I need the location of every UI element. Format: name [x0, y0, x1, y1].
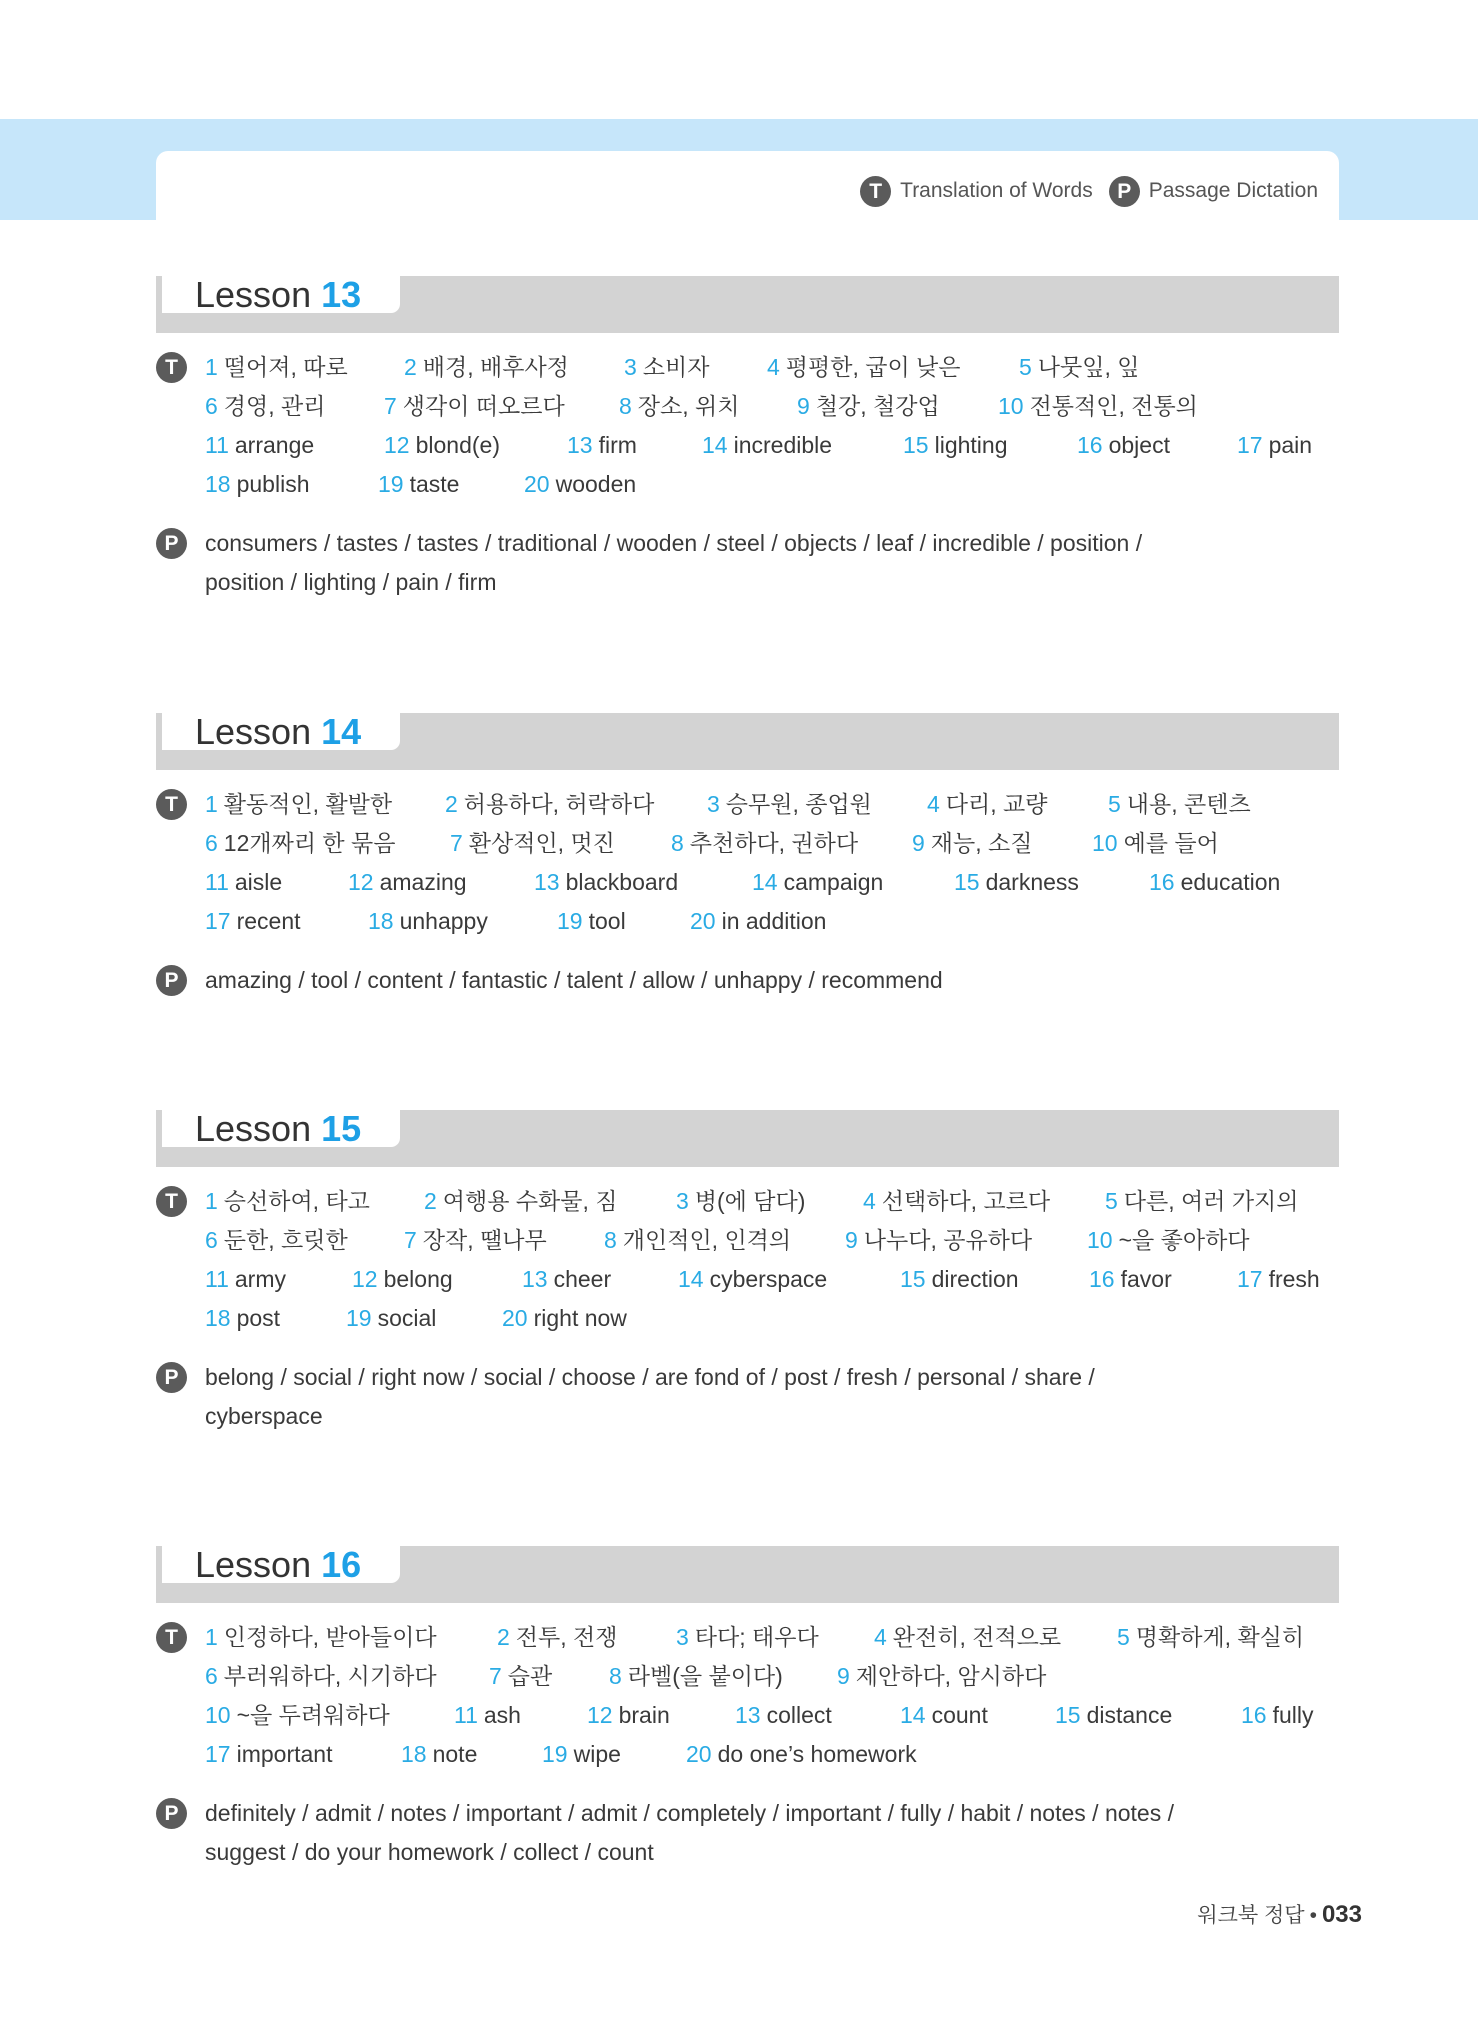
word-number: 8	[609, 1663, 622, 1689]
word-number: 16	[1149, 869, 1175, 895]
word-item	[998, 391, 1198, 421]
word-number: 13	[567, 432, 593, 458]
translation-icon: T	[156, 352, 187, 383]
word-number: 4	[767, 354, 780, 380]
word-number: 15	[954, 869, 980, 895]
word-text: 둔한, 흐릿한	[223, 1227, 348, 1253]
word-number: 12	[587, 1702, 613, 1728]
word-item	[1149, 867, 1280, 897]
word-item	[454, 1700, 521, 1730]
word-item	[404, 352, 569, 382]
word-number: 12	[348, 869, 374, 895]
word-number: 5	[1105, 1188, 1118, 1214]
lesson-title	[162, 713, 400, 750]
word-number: 9	[845, 1227, 858, 1253]
word-item	[205, 1739, 332, 1769]
word-text: army	[234, 1266, 287, 1292]
passage-line: cyberspace	[205, 1403, 323, 1429]
word-text: 예를 들어	[1123, 830, 1219, 856]
word-text: note	[432, 1741, 478, 1767]
word-text: 평평한, 굽이 낮은	[785, 354, 961, 380]
word-item	[1092, 828, 1219, 858]
word-text: darkness	[985, 869, 1079, 895]
lesson-header	[156, 1110, 1339, 1167]
word-item	[205, 867, 282, 897]
word-text: publish	[236, 471, 310, 497]
word-item	[752, 867, 883, 897]
word-text: 개인적인, 인격의	[622, 1227, 792, 1253]
word-text: right now	[533, 1305, 627, 1331]
word-text: ~을 두려워하다	[236, 1702, 390, 1728]
word-number: 2	[497, 1624, 510, 1650]
translation-icon: T	[860, 176, 891, 207]
word-number: 8	[619, 393, 632, 419]
passage-line: amazing / tool / content / fantastic / talent / allow / unhappy / recommend	[205, 967, 943, 993]
word-number: 13	[522, 1266, 548, 1292]
word-item	[1237, 430, 1312, 460]
word-text: social	[377, 1305, 437, 1331]
word-item	[445, 789, 654, 819]
word-text: 12개짜리 한 묶음	[223, 830, 396, 856]
word-text: blackboard	[565, 869, 679, 895]
word-text: 완전히, 전적으로	[892, 1624, 1062, 1650]
word-item	[205, 430, 314, 460]
word-text: 장소, 위치	[637, 393, 740, 419]
passage-line: consumers / tastes / tastes / traditional / wooden / steel / objects / leaf / incredible / position /	[205, 530, 1143, 556]
word-item	[735, 1700, 832, 1730]
word-item	[542, 1739, 621, 1769]
word-text: campaign	[783, 869, 884, 895]
word-number: 6	[205, 1227, 218, 1253]
lesson-title	[162, 1110, 400, 1147]
passage-icon: P	[156, 528, 187, 559]
word-number: 5	[1117, 1624, 1130, 1650]
word-item	[205, 391, 325, 421]
word-number: 6	[205, 393, 218, 419]
word-number: 12	[352, 1266, 378, 1292]
lesson-header	[156, 276, 1339, 333]
word-text: 환상적인, 멋진	[468, 830, 615, 856]
word-item	[205, 906, 301, 936]
word-item	[587, 1700, 670, 1730]
word-text: firm	[598, 432, 637, 458]
lesson-number: 15	[321, 1108, 362, 1149]
word-text: 라벨(을 붙이다)	[627, 1663, 783, 1689]
word-number: 16	[1077, 432, 1103, 458]
word-item	[205, 789, 392, 819]
translation-icon: T	[156, 1186, 187, 1217]
word-item	[1087, 1225, 1250, 1255]
word-item	[384, 391, 565, 421]
lesson-label: Lesson	[195, 1544, 312, 1585]
lesson-number: 14	[321, 711, 362, 752]
word-item	[524, 469, 636, 499]
word-number: 4	[927, 791, 940, 817]
word-number: 1	[205, 1188, 218, 1214]
word-item	[874, 1622, 1061, 1652]
word-number: 2	[404, 354, 417, 380]
word-item	[205, 1700, 390, 1730]
word-item	[954, 867, 1079, 897]
word-item	[205, 1225, 348, 1255]
header-tab	[156, 151, 1339, 220]
word-number: 1	[205, 791, 218, 817]
word-number: 16	[1089, 1266, 1115, 1292]
word-text: 철강, 철강업	[815, 393, 940, 419]
word-text: unhappy	[399, 908, 488, 934]
word-item	[1055, 1700, 1172, 1730]
word-item	[522, 1264, 611, 1294]
passage-line: position / lighting / pain / firm	[205, 569, 497, 595]
word-text: wooden	[555, 471, 637, 497]
lesson-number: 16	[321, 1544, 362, 1585]
word-text: 전통적인, 전통의	[1029, 393, 1198, 419]
word-number: 10	[205, 1702, 231, 1728]
word-text: brain	[618, 1702, 670, 1728]
word-item	[863, 1186, 1050, 1216]
lesson-number: 13	[321, 274, 362, 315]
word-item	[205, 352, 348, 382]
word-item	[903, 430, 1007, 460]
word-item	[686, 1739, 917, 1769]
passage-icon: P	[156, 1362, 187, 1393]
word-number: 9	[797, 393, 810, 419]
word-item	[346, 1303, 436, 1333]
word-item	[567, 430, 637, 460]
word-text: do one’s homework	[717, 1741, 917, 1767]
word-number: 14	[702, 432, 728, 458]
word-text: distance	[1086, 1702, 1173, 1728]
word-text: 제안하다, 암시하다	[855, 1663, 1047, 1689]
word-text: 나뭇잎, 잎	[1037, 354, 1140, 380]
word-item	[1108, 789, 1251, 819]
word-number: 4	[863, 1188, 876, 1214]
lesson-block	[0, 713, 1478, 1053]
word-number: 3	[707, 791, 720, 817]
word-item	[797, 391, 940, 421]
passage-icon: P	[156, 965, 187, 996]
word-text: 떨어져, 따로	[223, 354, 348, 380]
word-number: 18	[205, 471, 231, 497]
word-number: 14	[678, 1266, 704, 1292]
word-item	[927, 789, 1047, 819]
passage-line: belong / social / right now / social / choose / are fond of / post / fresh / personal / share /	[205, 1364, 1095, 1390]
word-number: 19	[542, 1741, 568, 1767]
translation-label: Translation of Words	[900, 179, 1093, 202]
word-text: 다리, 교량	[945, 791, 1048, 817]
word-text: 부러워하다, 시기하다	[223, 1663, 437, 1689]
word-text: 장작, 땔나무	[422, 1227, 547, 1253]
word-item	[900, 1700, 988, 1730]
word-item	[205, 1186, 370, 1216]
word-text: 활동적인, 활발한	[223, 791, 393, 817]
word-item	[1105, 1186, 1299, 1216]
word-item	[424, 1186, 618, 1216]
word-text: 타다; 태우다	[694, 1624, 819, 1650]
word-number: 1	[205, 354, 218, 380]
word-number: 9	[912, 830, 925, 856]
lesson-header	[156, 713, 1339, 770]
word-item	[205, 1622, 437, 1652]
word-number: 2	[424, 1188, 437, 1214]
word-item	[557, 906, 626, 936]
word-number: 17	[1237, 432, 1263, 458]
footer-label: 워크북 정답	[1197, 1904, 1305, 1927]
word-number: 17	[205, 1741, 231, 1767]
word-text: 전투, 전쟁	[515, 1624, 618, 1650]
word-item	[497, 1622, 617, 1652]
word-number: 11	[205, 432, 229, 458]
passage-label: Passage Dictation	[1148, 179, 1318, 202]
word-number: 20	[524, 471, 550, 497]
word-number: 15	[1055, 1702, 1081, 1728]
lesson-title	[162, 1546, 400, 1583]
word-item	[707, 789, 872, 819]
word-item	[502, 1303, 627, 1333]
word-number: 16	[1241, 1702, 1267, 1728]
word-text: favor	[1120, 1266, 1172, 1292]
word-text: recent	[236, 908, 301, 934]
word-item	[678, 1264, 827, 1294]
word-number: 14	[752, 869, 778, 895]
word-item	[624, 352, 709, 382]
word-number: 4	[874, 1624, 887, 1650]
word-number: 13	[534, 869, 560, 895]
word-item	[489, 1661, 552, 1691]
word-item	[900, 1264, 1019, 1294]
word-text: 인정하다, 받아들이다	[223, 1624, 437, 1650]
word-number: 19	[346, 1305, 372, 1331]
word-text: fresh	[1268, 1266, 1320, 1292]
word-text: amazing	[379, 869, 467, 895]
word-item	[676, 1622, 819, 1652]
word-text: in addition	[721, 908, 827, 934]
word-item	[604, 1225, 791, 1255]
word-item	[690, 906, 826, 936]
word-text: fully	[1272, 1702, 1314, 1728]
word-item	[1117, 1622, 1304, 1652]
word-number: 13	[735, 1702, 761, 1728]
word-number: 7	[404, 1227, 417, 1253]
word-text: aisle	[234, 869, 283, 895]
lesson-title	[162, 276, 400, 313]
word-number: 11	[205, 1266, 229, 1292]
word-number: 8	[604, 1227, 617, 1253]
word-number: 10	[1087, 1227, 1113, 1253]
word-item	[1089, 1264, 1172, 1294]
passage-line: definitely / admit / notes / important / admit / completely / important / fully / habit / notes / notes /	[205, 1800, 1174, 1826]
word-text: 습관	[507, 1663, 553, 1689]
word-item	[404, 1225, 547, 1255]
word-text: wipe	[573, 1741, 621, 1767]
word-number: 20	[502, 1305, 528, 1331]
word-text: tool	[588, 908, 626, 934]
word-text: 재능, 소질	[930, 830, 1033, 856]
word-number: 3	[676, 1624, 689, 1650]
word-item	[368, 906, 488, 936]
word-text: 승무원, 종업원	[725, 791, 872, 817]
word-item	[912, 828, 1032, 858]
passage-line: suggest / do your homework / collect / count	[205, 1839, 654, 1865]
word-item	[205, 1661, 437, 1691]
word-number: 3	[676, 1188, 689, 1214]
word-item	[671, 828, 858, 858]
word-text: ash	[483, 1702, 521, 1728]
word-text: direction	[931, 1266, 1019, 1292]
word-text: cyberspace	[709, 1266, 828, 1292]
word-number: 17	[1237, 1266, 1263, 1292]
word-number: 20	[686, 1741, 712, 1767]
word-text: taste	[409, 471, 460, 497]
lesson-header	[156, 1546, 1339, 1603]
lesson-block	[0, 1110, 1478, 1450]
word-item	[205, 469, 309, 499]
word-item	[609, 1661, 783, 1691]
legend	[860, 175, 1318, 207]
word-text: 병(에 담다)	[694, 1188, 806, 1214]
lesson-label: Lesson	[195, 274, 312, 315]
word-item	[348, 867, 467, 897]
word-number: 17	[205, 908, 231, 934]
word-item	[1237, 1264, 1320, 1294]
word-text: 여행용 수화물, 짐	[442, 1188, 618, 1214]
lesson-block	[0, 276, 1478, 616]
word-text: important	[236, 1741, 333, 1767]
word-text: cheer	[553, 1266, 612, 1292]
word-item	[1019, 352, 1139, 382]
word-text: 내용, 콘텐츠	[1126, 791, 1251, 817]
word-number: 18	[368, 908, 394, 934]
word-text: lighting	[934, 432, 1008, 458]
word-text: pain	[1268, 432, 1313, 458]
word-text: 경영, 관리	[223, 393, 326, 419]
word-item	[702, 430, 832, 460]
lesson-label: Lesson	[195, 1108, 312, 1149]
word-number: 1	[205, 1624, 218, 1650]
word-number: 11	[454, 1702, 478, 1728]
word-item	[384, 430, 500, 460]
word-text: 소비자	[642, 354, 710, 380]
word-number: 18	[205, 1305, 231, 1331]
passage-icon: P	[156, 1798, 187, 1829]
word-item	[837, 1661, 1046, 1691]
word-number: 7	[384, 393, 397, 419]
word-number: 2	[445, 791, 458, 817]
word-item	[1077, 430, 1170, 460]
word-item	[676, 1186, 805, 1216]
word-item	[1241, 1700, 1314, 1730]
word-item	[378, 469, 459, 499]
word-text: 다른, 여러 가지의	[1123, 1188, 1299, 1214]
word-number: 14	[900, 1702, 926, 1728]
word-text: 생각이 떠오르다	[402, 393, 565, 419]
word-text: 추천하다, 권하다	[689, 830, 859, 856]
footer-dot: •	[1309, 1904, 1317, 1927]
word-text: incredible	[733, 432, 833, 458]
word-text: collect	[766, 1702, 832, 1728]
word-number: 5	[1019, 354, 1032, 380]
word-number: 7	[450, 830, 463, 856]
word-item	[534, 867, 678, 897]
word-item	[619, 391, 739, 421]
page-footer	[1197, 1900, 1362, 1930]
word-number: 5	[1108, 791, 1121, 817]
word-number: 12	[384, 432, 410, 458]
word-text: post	[236, 1305, 281, 1331]
word-number: 10	[998, 393, 1024, 419]
word-text: arrange	[234, 432, 315, 458]
word-number: 6	[205, 1663, 218, 1689]
word-item	[845, 1225, 1032, 1255]
word-number: 10	[1092, 830, 1118, 856]
word-text: 나누다, 공유하다	[863, 1227, 1033, 1253]
word-item	[767, 352, 961, 382]
translation-icon: T	[156, 789, 187, 820]
word-number: 3	[624, 354, 637, 380]
word-text: belong	[383, 1266, 453, 1292]
word-text: count	[931, 1702, 988, 1728]
page-number: 033	[1321, 1901, 1362, 1928]
word-number: 6	[205, 830, 218, 856]
word-text: 허용하다, 허락하다	[463, 791, 655, 817]
word-text: blond(e)	[415, 432, 500, 458]
word-number: 18	[401, 1741, 427, 1767]
word-text: education	[1180, 869, 1281, 895]
word-text: 명확하게, 확실히	[1135, 1624, 1305, 1650]
word-item	[205, 1264, 286, 1294]
word-item	[205, 1303, 280, 1333]
word-item	[352, 1264, 453, 1294]
word-item	[401, 1739, 477, 1769]
word-number: 19	[557, 908, 583, 934]
translation-icon: T	[156, 1622, 187, 1653]
word-number: 7	[489, 1663, 502, 1689]
word-text: ~을 좋아하다	[1118, 1227, 1250, 1253]
word-number: 19	[378, 471, 404, 497]
word-text: 배경, 배후사정	[422, 354, 569, 380]
word-text: object	[1108, 432, 1170, 458]
word-number: 9	[837, 1663, 850, 1689]
word-item	[205, 828, 395, 858]
word-text: 선택하다, 고르다	[881, 1188, 1051, 1214]
word-number: 20	[690, 908, 716, 934]
word-number: 15	[900, 1266, 926, 1292]
word-number: 15	[903, 432, 929, 458]
word-text: 승선하여, 타고	[223, 1188, 370, 1214]
word-number: 11	[205, 869, 229, 895]
passage-icon: P	[1109, 176, 1140, 207]
lesson-label: Lesson	[195, 711, 312, 752]
lesson-block	[0, 1546, 1478, 1886]
word-number: 8	[671, 830, 684, 856]
word-item	[450, 828, 615, 858]
